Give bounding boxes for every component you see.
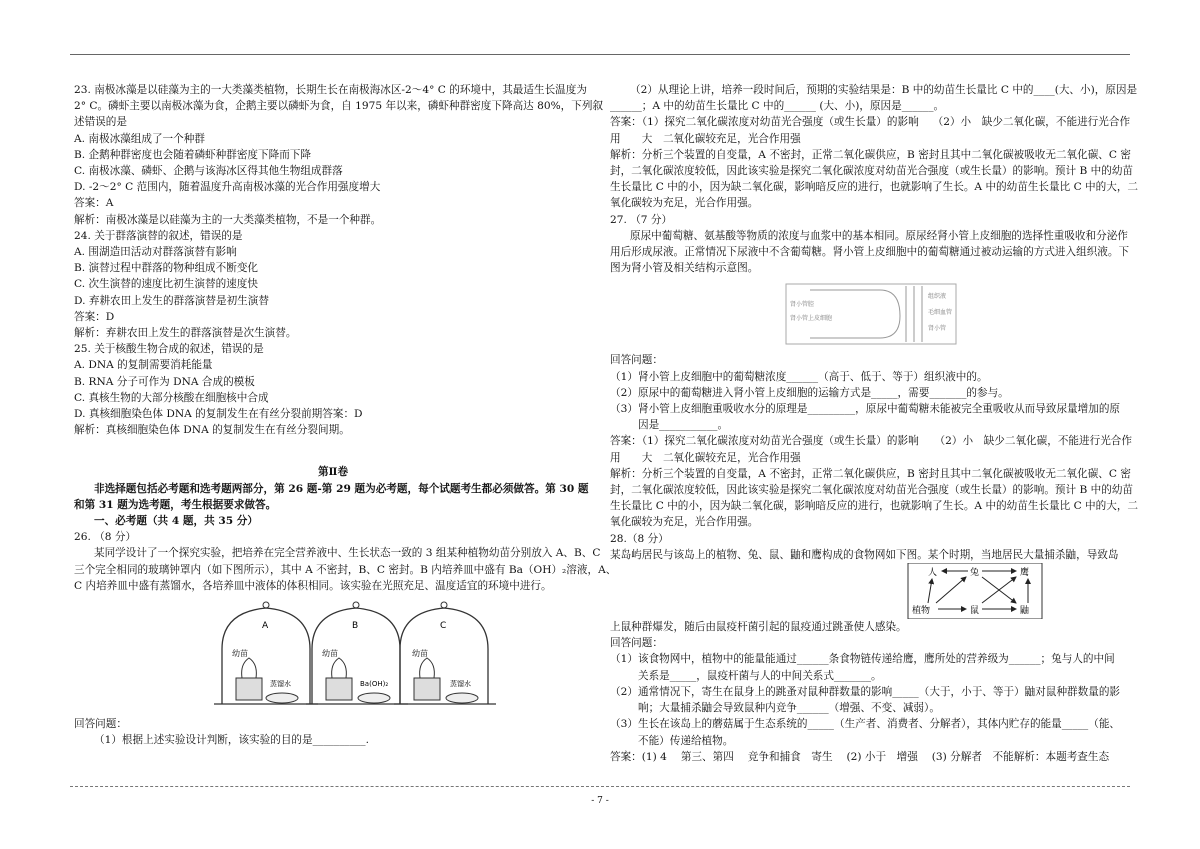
kidney-label-capillary: 毛细血管 xyxy=(928,309,953,317)
left-column: 23. 南极冰藻是以硅藻为主的一大类藻类植物，长期生长在南极海冰区-2～4° C 的环境中，其最适生长温度为 2° C。磷虾主要以南极冰藻为食，企鹅主要以磷虾为食，自 1975 年以来，磷虾种群密度下降高达 80%，下列叙 述错误的是 A. 南极冰藻组成了一个种群 B. 企鹅种群密度也会随着磷虾种群密度下降而下降 C. 南极冰藻、磷虾、企鹅与该海冰区得其他生物组成群落 D. -2～2° C 范围内，随着温度升高南极冰藻的光合作用强度增大 答案：A 解析：南极冰藻是以硅藻为主的一大类藻类植物，不是一个种群。 24. 关于群落演替的叙述，错误的是 A. 围湖造田活动对群落演替有影响 B. 演替过程中群落的物种组成不断变化 C. 次生演替的速度比初生演替的速度快 D. 弃耕农田上发生的群落演替是初生演替 答案：D 解析：弃耕农田上发生的群落演替是次生演替。 25. 关于核酸生物合成的叙述，错误的是 A. DNA 的复制需要消耗能量 B. RNA 分子可作为 DNA 合成的模板 C. 真核生物的大部分核酸在细胞核中合成 D. 真核细胞染色体 DNA 的复制发生在有丝分裂前期答案：D 解析：真核细胞染色体 DNA 的复制发生在有丝分裂间期。 第Ⅱ卷 非选择题包括必考题和选考题两部分，第 26 题-第 29 题为必考题，每个试题考生都必须做答。第 30 题 和第 31 题为选考题，考生根据要求做答。 一、必考题（共 4 题，共 35 分） 26. （8 分） 某同学设计了一个探究实验，把培养在完全营养液中、生长状态一致的 3 组某种植物幼苗分别放入 A、B、C 三个完全相同的玻璃钟罩内（如下图所示），其中 A 不密封，B、C 密封。B 内培养皿中盛有 Ba（OH）₂溶液，A、 C 内培养皿中盛有蒸馏水，各培养皿中液体的体积相同。该实验在光照充足、温度适宜的环境中进行。 A 幼苗 蒸馏水 B 幼苗 Ba(OH)₂ C 幼苗 蒸馏水 回答问题： （1）根据上述实验设计判断，该实验的目的是__________. xyxy=(74,82,592,749)
top-rule xyxy=(70,54,1130,55)
bell-jar-diagram xyxy=(74,594,592,716)
food-web-figure xyxy=(610,563,1132,619)
explanation: 解析：南极冰藻是以硅藻为主的一大类藻类植物，不是一个种群。 xyxy=(74,213,382,226)
food-web-mouse: 鼠 xyxy=(970,606,980,617)
explanation: 解析：真核细胞染色体 DNA 的复制发生在有丝分裂间期。 xyxy=(74,424,350,437)
answer: 答案：D xyxy=(74,310,115,323)
bell-jar-c-letter: C xyxy=(440,621,447,632)
food-web-plant: 植物 xyxy=(912,606,931,617)
question-28-answer: 答案：(1) 4 第三、第四 竞争和捕食 寄生 (2) 小于 增强 (3) 分解者 不能解析：本题考查生态 xyxy=(610,750,1110,763)
question-27-answer: 答案：（1）探究二氧化碳浓度对幼苗光合强度（或生长量）的影响 （2）小 缺少二氧化碳，不能进行光合作 用 大 二氧化碳较充足，光合作用强 解析：分析三个装置的自变量，A 不密封，正常二氧化碳供应，B 密封且其中二氧化碳被吸收无二氧化碳、C 密 封，二氧化碳浓度较低，因此该实验是探究二氧化碳浓度对幼苗光合强度（或生长量）的影响。预计 B 中的幼苗 生长量比 C 中的小，因为缺二氧化碳，影响暗反应的进行，也就影响了生长。A 中的幼苗生长量比 C 中的大，二 氧化碳较为充足，光合作用强。 xyxy=(610,435,1139,529)
kidney-tubule-figure xyxy=(610,276,1132,352)
bell-jar-a-plant: 幼苗 xyxy=(232,649,248,659)
food-web-diagram xyxy=(610,563,1132,619)
question-28-item-3: （3） 生长在该岛上的蘑菇属于生态系统的_____（生产者、消费者、分解者），其体内贮存的能量_____（能、 不能）传递给植物。 xyxy=(610,718,1121,747)
bell-jar-a-letter: A xyxy=(262,621,269,632)
question-23: 23. 南极冰藻是以硅藻为主的一大类藻类植物，长期生长在南极海冰区-2～4° C 的环境中，其最适生长温度为 2° C。磷虾主要以南极冰藻为食，企鹅主要以磷虾为食，自 1975 年以来，磷虾种群密度下降高达 80%，下列叙 述错误的是 A. 南极冰藻组成了一个种群 B. 企鹅种群密度也会随着磷虾种群密度下降而下降 C. 南极冰藻、磷虾、企鹅与该海冰区得其他生物组成群落 D. -2～2° C 范围内，随着温度升高南极冰藻的光合作用强度增大 答案：A 解析：南极冰藻是以硅藻为主的一大类藻类植物，不是一个种群。 xyxy=(74,82,592,228)
part2-title: 第Ⅱ卷 xyxy=(317,466,349,479)
question-24: 24. 关于群落演替的叙述，错误的是 A. 围湖造田活动对群落演替有影响 B. 演替过程中群落的物种组成不断变化 C. 次生演替的速度比初生演替的速度快 D. 弃耕农田上发生的群落演替是初生演替 答案：D 解析：弃耕农田上发生的群落演替是次生演替。 xyxy=(74,228,592,341)
food-web-rabbit: 兔 xyxy=(970,568,980,579)
question-26-head: 26. （8 分） xyxy=(74,531,137,544)
explanation: 解析：弃耕农田上发生的群落演替是次生演替。 xyxy=(74,327,297,340)
page-number: - 7 - xyxy=(591,796,609,806)
question-26-1: （1）根据上述实验设计判断，该实验的目的是__________. xyxy=(94,734,369,747)
kidney-label-fluid: 组织液 xyxy=(928,293,947,301)
question-27-prompt: 回答问题： xyxy=(610,354,663,367)
question-28-item-1: （1） 该食物网中，植物中的能量能通过______条食物链传递给鹰，鹰所处的营养级为______；兔与人的中间 关系是_____，鼠疫杆菌与人的中间关系式_______。 xyxy=(610,653,1115,682)
bell-jar-b-plant: 幼苗 xyxy=(322,649,338,659)
question-28-prompt: 回答问题： xyxy=(610,637,663,650)
question-28-item-2: （2） 通常情况下，寄生在鼠身上的跳蚤对鼠种群数量的影响_____（大于，小于、等于）鼬对鼠种群数量的影 响；大量捕杀鼬会导致鼠种内竞争______（增强、不变、减弱）。 xyxy=(610,685,1121,715)
question-28-head: 28.（8 分） xyxy=(610,532,669,545)
bell-jar-c-plant: 幼苗 xyxy=(412,649,428,659)
food-web-hawk: 鹰 xyxy=(1020,568,1030,579)
part2-desc-line2: 和第 31 题为选考题，考生根据要求做答。 xyxy=(74,498,277,511)
answer-prompt: 回答问题： xyxy=(74,718,127,731)
bell-jar-figure xyxy=(74,594,592,716)
section-title: 一、必考题（共 4 题，共 35 分） xyxy=(94,515,258,528)
bell-jar-b-letter: B xyxy=(352,621,359,632)
bell-jar-a-dish: 蒸馏水 xyxy=(270,680,291,689)
kidney-tubule-diagram xyxy=(610,276,1132,352)
right-column: （2）从理论上讲，培养一段时间后，预期的实验结果是：B 中的幼苗生长量比 C 中的____(大、小)，原因是 ______；A 中的幼苗生长量比 C 中的______ (大、小)，原因是______。 答案：（1）探究二氧化碳浓度对幼苗光合强度（或生长量）的影响 （2）小 缺少二氧化碳，不能进行光合作 用 大 二氧化碳较充足，光合作用强 解析：分析三个装置的自变量，A 不密封，正常二氧化碳供应，B 密封且其中二氧化碳被吸收无二氧化碳、C 密 封，二氧化碳浓度较低，因此该实验是探究二氧化碳浓度对幼苗光合强度（或生长量）的影响。预计 B 中的幼苗 生长量比 C 中的小，因为缺二氧化碳，影响暗反应的进行，也就影响了生长。A 中的幼苗生长量比 C 中的大，二 氧化碳较为充足，光合作用强。 27. （7 分） 原尿中葡萄糖、氨基酸等物质的浓度与血浆中的基本相同。原尿经肾小管上皮细胞的选择性重吸收和分泌作 用后形成尿液。正常情况下尿液中不含葡萄糖。肾小管上皮细胞中的葡萄糖通过被动运输的方式进入组织液。下 图为肾小管及相关结构示意图。 肾小管腔 肾小管上皮细胞 组织液 毛细血管 肾小管 回答问题： （1） 肾小管上皮细胞中的葡萄糖浓度______（高于、低于、等于）组织液中的。 （2） 原尿中的葡萄糖进入肾小管上皮细胞的运输方式是_____，需要_______的参与。 （3） 肾小管上皮细胞重吸收水分的原理是_________，原尿中葡萄糖未能被完全重吸收从而导致尿量增加的原 因是___________。 答案：（1）探究二氧化碳浓度对幼苗光合强度（或生长量）的影响 （2）小 缺少二氧化碳，不能进行光合作 用 大 二氧化碳较充足，光合作用强 解析：分析三个装置的自变量，A 不密封，正常二氧化碳供应，B 密封且其中二氧化碳被吸收无二氧化碳、C 密 封，二氧化碳浓度较低，因此该实验是探究二氧化碳浓度对幼苗光合强度（或生长量）的影响。预计 B 中的幼苗 生长量比 C 中的小，因为缺二氧化碳，影响暗反应的进行，也就影响了生长。A 中的幼苗生长量比 C 中的大，二 氧化碳较为充足，光合作用强。 28.（8 分） 某岛屿居民与该岛上的植物、兔、鼠、鼬和鹰构成的食物网如下图。某个时期，当地居民大量捕杀鼬，导致岛 人 兔 鹰 植物 鼠 鼬 上鼠种群爆发，随后由鼠疫杆菌引起的鼠疫通过跳蚤使人感染。 回答问题： （1） 该食物网中，植物中的能量能通过______条食物链传递给鹰，鹰所处的营养级为______；兔与人的中间 关系是_____，鼠疫杆菌与人的中间关系式_______。 （2） 通常情况下，寄生在鼠身上的跳蚤对鼠种群数量的影响_____（大于，小于、等于）鼬对鼠种群数量的影 响；大量捕杀鼬会导致鼠种内竞争______（增强、不变、减弱）。 （3） 生长在该岛上的蘑菇属于生态系统的_____（生产者、消费者、分解者），其体内贮存的能量_____（能、 不能）传递给植物。 答案：(1) 4 第三、第四 竞争和捕食 寄生 (2) 小于 增强 (3) 分解者 不能解析：本题考查生态 xyxy=(610,82,1132,765)
food-web-human: 人 xyxy=(928,568,938,579)
bell-jar-c-dish: 蒸馏水 xyxy=(450,680,471,689)
question-27-item-3: （3） 肾小管上皮细胞重吸收水分的原理是_________，原尿中葡萄糖未能被完全重吸收从而导致尿量增加的原 xyxy=(610,403,1121,416)
kidney-label-tubule: 肾小管 xyxy=(928,325,947,333)
kidney-label-lumen: 肾小管腔 xyxy=(790,301,815,309)
question-26-2-line2: ______；A 中的幼苗生长量比 C 中的______ (大、小)，原因是______。 xyxy=(610,100,945,113)
bell-jar-a xyxy=(214,602,318,704)
bottom-rule xyxy=(70,786,1130,787)
answer: 答案：A xyxy=(74,197,114,210)
question-27-head: 27. （7 分） xyxy=(610,213,673,226)
food-web-weasel: 鼬 xyxy=(1020,606,1030,617)
question-25: 25. 关于核酸生物合成的叙述，错误的是 A. DNA 的复制需要消耗能量 B. RNA 分子可作为 DNA 合成的模板 C. 真核生物的大部分核酸在细胞核中合成 D. 真核细胞染色体 DNA 的复制发生在有丝分裂前期答案：D 解析：真核细胞染色体 DNA 的复制发生在有丝分裂间期。 xyxy=(74,341,592,438)
question-27-item-1: （1） 肾小管上皮细胞中的葡萄糖浓度______（高于、低于、等于）组织液中的。 xyxy=(610,370,988,383)
bell-jar-c xyxy=(394,602,496,704)
question-26-answer: 答案：（1）探究二氧化碳浓度对幼苗光合强度（或生长量）的影响 （2）小 缺少二氧化碳，不能进行光合作 用 大 二氧化碳较充足，光合作用强 解析：分析三个装置的自变量，A 不密封，正常二氧化碳供应，B 密封且其中二氧化碳被吸收无二氧化碳、C 密 封，二氧化碳浓度较低，因此该实验是探究二氧化碳浓度对幼苗光合强度（或生长量）的影响。预计 B 中的幼苗 生长量比 C 中的小，因为缺二氧化碳，影响暗反应的进行，也就影响了生长。A 中的幼苗生长量比 C 中的大，二 氧化碳较为充足，光合作用强。 xyxy=(610,116,1139,210)
part2-desc-line1: 非选择题包括必考题和选考题两部分，第 26 题-第 29 题为必考题，每个试题考生都必须做答。第 30 题 xyxy=(94,482,589,495)
kidney-label-epithelial: 肾小管上皮细胞 xyxy=(790,315,833,323)
bell-jar-b xyxy=(306,602,408,704)
question-27-item-2: （2） 原尿中的葡萄糖进入肾小管上皮细胞的运输方式是_____，需要_______的参与。 xyxy=(610,386,1009,399)
bell-jar-b-dish: Ba(OH)₂ xyxy=(360,680,389,689)
question-26-2-line1: （2）从理论上讲，培养一段时间后，预期的实验结果是：B 中的幼苗生长量比 C 中的____(大、小)，原因是 xyxy=(630,84,1138,96)
